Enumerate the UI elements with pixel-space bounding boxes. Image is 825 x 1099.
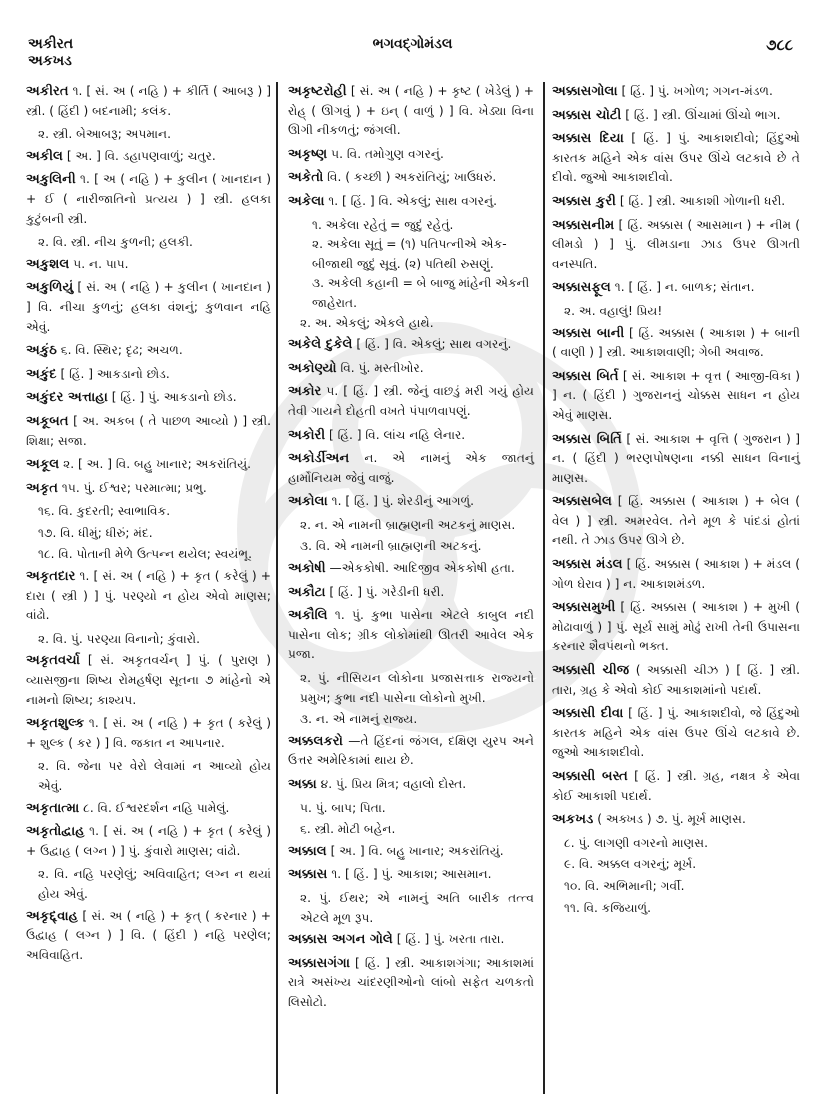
entry-headword: અકેતો xyxy=(288,170,324,186)
entry-definition: [ હિં. અક્કાસ ( આકાશ ) + મંડલ ( ગોળ ઘેરાવ ) ] ન. આકાશમંડળ. xyxy=(552,557,801,591)
entry-definition: ૧. [ સં. અ ( નહિ ) + કૃત ( કરેલું ) + દારા ( સ્ત્રી ) ] પું. પરણ્યો ન હોય એવો માણસ; વાંઢો. xyxy=(26,569,271,623)
entry-headword: અકૌલિ xyxy=(288,608,328,624)
entry-definition: ૧. પું. કુભા પાસેના એટલે કાબુલ નદી પાસેના લોક; ગ્રીક લોકોમાંથી ઊતરી આવેલ એક પ્રજા. xyxy=(288,608,534,662)
dictionary-entry xyxy=(552,492,800,551)
entry-headword: અક્કાસમુખી xyxy=(552,600,616,616)
entry-definition: [ હિં. ] આકડાનો છોડ. xyxy=(60,366,170,381)
entry-sense: ૬. સ્ત્રી. મોટી બહેન. xyxy=(300,822,396,837)
entry-headword: અકૂલ xyxy=(26,457,60,473)
dictionary-entry xyxy=(26,822,271,861)
entry-headword: અકીલ xyxy=(26,148,63,164)
entry-headword: અક્કાસ બાની xyxy=(552,325,625,341)
entry-definition: વિ. પું. મસ્તીખોર. xyxy=(340,360,424,375)
entry-sense: ૨. વિ. જેના પર વેરો લેવામાં ન આવ્યો હોય એવું. xyxy=(38,759,271,793)
dictionary-entry xyxy=(552,810,800,830)
entry-definition: [ સં. અ ( નહિ ) + કૃત્ ( કરનાર ) + ઉદ્વાહ ( લગ્ન ) ] વિ. ( હિંદી ) નહિ પરણેલ; અવિવાહિત. xyxy=(26,908,271,962)
dictionary-entry xyxy=(552,216,800,275)
entry-definition: ૫. વિ. તમોગુણ વગરનું. xyxy=(331,146,444,161)
dictionary-entry xyxy=(288,426,534,446)
dictionary-entry xyxy=(26,455,271,475)
entry-headword: અકુશલ xyxy=(26,256,70,272)
entry-definition: ૨. [ અ. ] વિ. બહુ ખાનાર; અકરાંતિયું. xyxy=(63,457,252,472)
dictionary-entry xyxy=(26,82,271,121)
entry-headword: અકુંઠ xyxy=(26,343,57,359)
dictionary-entry xyxy=(288,842,534,862)
dictionary-entry xyxy=(26,388,271,408)
column-divider xyxy=(276,82,278,1094)
dictionary-entry xyxy=(288,359,534,379)
entry-headword: અક્કાસ બિર્તિ xyxy=(552,431,622,447)
entry-definition: [ હિં. અક્કાસ ( આકાશ ) + બેલ ( વેલ ) ] સ્ત્રી. અમરવેલ. તેને મૂળ કે પાંદડાં હોતાં નથી. તે ઝાડ ઉપર ઊગે છે. xyxy=(552,494,801,548)
entry-sense: ૩. વિ. એ નામની બ્રાહ્મણની અટકનું. xyxy=(300,539,482,554)
entry-headword: અકોર્ડીઅન xyxy=(288,451,350,467)
entry-headword: અકૃતાત્મા xyxy=(26,800,80,816)
entry-headword: અકુંદર અત્તાહા xyxy=(26,390,108,406)
column-3 xyxy=(552,82,800,920)
entry-headword: અકૃતશુલ્ક xyxy=(26,716,85,732)
dictionary-entry xyxy=(288,606,534,665)
dictionary-entry xyxy=(26,255,271,275)
entry-definition: [ હિં. ] પું. આકાશદીવો; હિંદુઓ કારતક મહિને એક વાંસ ઉપર ઊંચે લટકાવે છે તે દીવો. જુઓ આકાશદીવો. xyxy=(552,131,801,185)
entry-definition: [ અ. ] વિ. બહુ ખાનાર; અકરાંતિયું. xyxy=(330,843,504,858)
entry-sense: ૧૧. વિ. કજિયાળું. xyxy=(564,900,652,915)
entry-headword: અક્કાસ મંડલ xyxy=(552,557,623,573)
dictionary-entry xyxy=(288,382,534,421)
entry-definition: ૫. ન. પાપ. xyxy=(73,256,129,271)
entry-definition: ૧૫. પું. ઈશ્વર; પરમાત્મા; પ્રભુ. xyxy=(61,480,207,495)
entry-definition: ૫. [ હિં. ] સ્ત્રી. જેનું વાછડું મરી ગયું હોય તેવી ગાયને દોહતી વખતે પંપાળવાપણું. xyxy=(288,384,535,418)
entry-definition: ૧. [ સં. અ ( નહિ ) + કૃત ( કરેલું ) + શુલ્ક ( કર ) ] વિ. જકાત ન આપનાર. xyxy=(26,716,272,750)
entry-definition: [ હિં. ] સ્ત્રી. ઊંચામાં ઊંચો ભાગ. xyxy=(625,107,781,122)
entry-headword: અકોરી xyxy=(288,427,326,443)
entry-definition: ૧. [ હિં. ] ન. બાળક; સંતાન. xyxy=(614,280,755,295)
dictionary-entry xyxy=(26,412,271,451)
entry-definition: ૮. વિ. ઈશ્વરદર્શન નહિ પામેલું. xyxy=(83,800,230,815)
dictionary-entry xyxy=(26,567,271,626)
entry-definition: [ હિં. અક્કાસ ( આકાશ ) + મુખી ( મોઢાવાળું ) ] પું. સૂર્ય સામું મોઢું રાખી તેની ઉપાસના કરનાર શૈવપંથનો ભક્ત. xyxy=(552,600,800,654)
entry-definition: [ સં. અકૃતવર્ચન્ ] પું. ( પુરાણ ) વ્યાસજીના શિષ્ય રોમહર્ષણ સૂતના ૭ માંહેનો એ નામનો શિષ્ય; કાશ્યપ. xyxy=(26,653,271,707)
dictionary-entry xyxy=(552,767,800,806)
entry-definition: [ હિં. ] વિ. લાંચ નહિ લેનાર. xyxy=(329,427,466,442)
dictionary-entry xyxy=(552,430,800,489)
entry-idiom: ૩. અકેલી કહાની = બે બાજુ માંહેની એકની જાહેરાત. xyxy=(312,276,530,310)
page-number: ૭૮૮ xyxy=(766,36,793,54)
dictionary-entry xyxy=(552,704,800,763)
dictionary-entry xyxy=(552,661,800,700)
dictionary-entry xyxy=(288,449,534,488)
dictionary-entry xyxy=(288,559,534,579)
dictionary-entry xyxy=(26,147,271,167)
dictionary-entry xyxy=(26,479,271,499)
entry-headword: અક્કાસી દીવા xyxy=(552,706,624,722)
dictionary-entry xyxy=(26,799,271,819)
dictionary-entry xyxy=(26,365,271,385)
entry-headword: અક્કાસફૂલ xyxy=(552,280,611,296)
entry-definition: ૧. [ અ ( નહિ ) + કુલીન ( ખાનદાન ) + ઈ ( નારીજાતિનો પ્રત્યય ) ] સ્ત્રી. હલકા કુટુંબની સ્ત્રી. xyxy=(26,172,271,226)
entry-sense: ૧૭. વિ. ધીમું; ધીરું; મંદ. xyxy=(38,525,153,540)
entry-definition: [ હિં. ] સ્ત્રી. ગ્રહ, નક્ષત્ર કે એવા કોઈ આકાશી પદાર્થ. xyxy=(552,769,801,803)
entry-sense: ૨. પું. ઈથર; એ નામનું અતિ બારીક તત્ત્વ એટલે મૂળ રૂપ. xyxy=(300,890,534,925)
entry-headword: અક્કલકરો xyxy=(288,733,343,749)
dictionary-entry xyxy=(288,192,534,212)
entry-sense: ૯. વિ. અક્કલ વગરનું; મૂર્ખ. xyxy=(564,857,697,872)
entry-sense: ૨. અ. એકલું; એકલે હાથે. xyxy=(300,315,434,330)
entry-headword: અક્કાસી ચીજ xyxy=(552,663,630,679)
entry-headword: અકુલિની xyxy=(26,172,76,188)
entry-definition: [ હિં. અક્કાસ ( આસમાન ) + નીમ ( લીમડો ) ] પું. લીમડાના ઝાડ ઉપર ઊગતી વનસ્પતિ. xyxy=(552,217,801,271)
dictionary-entry xyxy=(288,954,534,1013)
entry-headword: અક્કાસગોલા xyxy=(552,84,618,99)
entry-definition: [ અ. અકબ ( તે પાછળ આવ્યો ) ] સ્ત્રી. શિક્ષા; સજા. xyxy=(26,413,271,448)
entry-headword: અકોર xyxy=(288,384,322,400)
entry-headword: અક્કાસી બસ્ત xyxy=(552,769,628,784)
entry-definition: ૧. [ હિં. ] પું. શેરડીનું આગળું. xyxy=(331,494,475,509)
entry-headword: અકોણ્યો xyxy=(288,360,337,376)
entry-headword: અકૃદ્દ્વાહ xyxy=(26,908,79,924)
entry-definition: [ સં. આકાશ + વૃત્તિ ( ગુજરાન ) ] ન. ( હિંદી ) ભરણપોષણના નક્કી સાધન વિનાનું માણસ. xyxy=(552,431,800,485)
entry-definition: ૧. [ હિં. ] વિ. એકલું; સાથ વગરનું. xyxy=(328,193,498,208)
guide-word-first: અકીરત xyxy=(28,36,74,52)
dictionary-entry xyxy=(288,583,534,603)
entry-headword: અકૃતોદ્વાહ xyxy=(26,824,85,840)
column-2 xyxy=(288,82,534,1017)
dictionary-entry xyxy=(552,367,800,426)
dictionary-entry xyxy=(552,192,800,212)
entry-headword: અકખડ xyxy=(552,812,594,828)
dictionary-entry xyxy=(288,82,534,141)
entry-definition: —એકકોષી. આદિજીવ એકકોષી હતા. xyxy=(329,561,515,576)
entry-definition: ( અક્ખડ ) ૭. પું. મૂર્ખ માણસ. xyxy=(597,812,746,827)
dictionary-entry xyxy=(26,341,271,361)
entry-headword: અકોષી xyxy=(288,561,326,577)
dictionary-entry xyxy=(288,168,534,188)
guide-word-last: અકખડ xyxy=(28,53,72,69)
dictionary-entry xyxy=(288,775,534,795)
entry-sense: ૨. સ્ત્રી. બેઆબરૂ; અપમાન. xyxy=(38,127,171,142)
entry-definition: ૧. [ સં. અ ( નહિ ) + કીર્તિ ( આબરૂ ) ] સ્ત્રી. ( હિંદી ) બદનામી; કલંક. xyxy=(26,84,271,118)
entry-headword: અકૃષ્ણ xyxy=(288,146,328,162)
column-divider xyxy=(543,82,545,1094)
entry-idiom: ૧. અકેલા રહેતું = જુદું રહેતું. xyxy=(312,217,454,232)
entry-definition: ૪. પું. પ્રિય મિત્ર; વહાલો દોસ્ત. xyxy=(320,777,467,791)
entry-definition: [ હિં. ] સ્ત્રી. આકાશગંગા; આકાશમાં રાત્રે અસંખ્ય ચાંદરણીઓનો લાંબો સફેત ચળકતો લિસોટો. xyxy=(288,955,534,1009)
dictionary-entry xyxy=(552,278,800,298)
entry-sense: ૧૦. વિ. અભિમાની; ગર્વી. xyxy=(564,878,685,893)
entry-headword: અક્કાસ દિયા xyxy=(552,131,624,147)
dictionary-entry xyxy=(288,335,534,355)
column-1 xyxy=(26,82,271,969)
entry-headword: અકીરત xyxy=(26,84,69,99)
entry-definition: ૬. વિ. સ્થિર; દૃઢ; અચળ. xyxy=(60,343,183,358)
entry-definition: [ સં. આકાશ + વૃત્ત ( આજી-વિકા ) ] ન. ( હિંદી ) ગુજરાનનું ચોક્કસ સાધન ન હોય એવું માણસ. xyxy=(552,368,800,422)
entry-headword: અક્કાસનીમ xyxy=(552,217,615,233)
entry-sense: ૩. ન. એ નામનું રાજ્ય. xyxy=(300,712,418,727)
dictionary-entry xyxy=(288,865,534,885)
dictionary-entry xyxy=(26,170,271,229)
entry-definition: [ હિં. ] વિ. એકલું; સાથ વગરનું. xyxy=(356,337,512,352)
entry-sense: ૫. પું. બાપ; પિતા. xyxy=(300,800,386,815)
dictionary-entry xyxy=(552,106,800,126)
entry-definition: [ હિં. ] પું. ખગોળ; ગગન-મંડળ. xyxy=(621,84,773,98)
entry-headword: અકુળિયું xyxy=(26,280,74,296)
dictionary-entry xyxy=(552,598,800,657)
entry-headword: અકોલા xyxy=(288,494,328,510)
dictionary-entry xyxy=(552,555,800,594)
entry-headword: અક્કાસ અગન ગોલે xyxy=(288,932,393,948)
entry-sense: ૨. વિ. સ્ત્રી. નીચ કુળની; હલકી. xyxy=(38,235,193,250)
dictionary-entry xyxy=(288,732,534,771)
dictionary-entry xyxy=(552,82,800,102)
entry-sense: ૨. પું. નીસિયન લોકોના પ્રજાસત્તાક રાજ્યનો પ્રમુખ; કુભા નદી પાસેના લોકોનો મુખી. xyxy=(300,671,534,705)
entry-definition: ૧. [ સં. અ ( નહિ ) + કૃત ( કરેલું ) + ઉદ્વાહ ( લગ્ન ) ] પું. કુંવારો માણસ; વાંઢો. xyxy=(26,824,272,858)
dictionary-entry xyxy=(288,930,534,950)
entry-headword: અક્કાસ xyxy=(288,867,328,883)
dictionary-entry xyxy=(288,492,534,512)
entry-definition: —તે હિંદનાં જંગલ, દક્ષિણ યુરપ અને ઉત્તર અમેરિકામાં થાય છે. xyxy=(288,733,535,768)
entry-headword: અકૃષ્ટરોહી xyxy=(288,84,347,99)
entry-definition: [ હિં. ] પું. આકાશદીવો, જે હિંદુઓ કારતક મહિને એક વાંસ ઉપર ઊંચે લટકાવે છે. જુઓ આકાશદીવો. xyxy=(552,706,800,760)
dictionary-entry xyxy=(26,651,271,710)
entry-headword: અકૃતવર્ચા xyxy=(26,653,80,669)
entry-headword: અક્કાસ બિર્ત xyxy=(552,368,619,384)
entry-headword: અકૂબત xyxy=(26,413,69,429)
entry-sense: ૨. ન. એ નામની બ્રાહ્મણની અટકનું માણસ. xyxy=(300,517,516,532)
entry-headword: અકુંદ xyxy=(26,366,57,382)
dictionary-entry xyxy=(26,907,271,966)
entry-sense: ૮. પું. લાગણી વગરનો માણસ. xyxy=(564,835,708,850)
entry-definition: [ અ. ] વિ. ડહાપણવાળું; ચતુર. xyxy=(66,148,216,163)
entry-definition: [ હિં. ] પું. ખરતા તારા. xyxy=(396,932,505,947)
entry-definition: ( અક્કાસી ચીઝ ) [ હિં. ] સ્ત્રી. તારા, ગ્રહ કે એવો કોઈ આકાશમાંનો પદાર્થ. xyxy=(552,663,800,697)
entry-sense: ૧૮. વિ. પોતાની મેળે ઉત્પન્ન થયેલ; સ્વયંભૂ. xyxy=(38,547,252,562)
entry-idiom: ૨. અકેલા સૂતું = (૧) પતિપત્નીએ એક-બીજાથી જુદું સૂવું. (૨) પતિથી રુસણું. xyxy=(312,237,507,271)
entry-headword: અક્કાસ કુરી xyxy=(552,193,616,209)
entry-sense: ૨. વિ. નહિ પરણેલું; અવિવાહિત; લગ્ન ન થયાં હોય એવું. xyxy=(38,867,271,901)
entry-headword: અકેલા xyxy=(288,193,325,209)
entry-sense: ૨. અ. વહાલું! પ્રિય! xyxy=(564,303,663,318)
entry-headword: અક્કાલ xyxy=(288,843,327,859)
dictionary-entry xyxy=(26,278,271,337)
dictionary-entry xyxy=(26,714,271,753)
entry-definition: ન. એ નામનું એક જાતનું હાર્મોનિયમ જેવું વાજું. xyxy=(288,451,534,485)
entry-definition: ૧. [ હિં. ] પું. આકાશ; આસમાન. xyxy=(331,867,492,882)
entry-headword: અકૌટા xyxy=(288,584,326,600)
entry-headword: અક્કા xyxy=(288,777,317,792)
entry-headword: અક્કાસ ચોટી xyxy=(552,107,622,123)
entry-definition: [ હિં. ] પું. ગરેડીની ધરી. xyxy=(329,584,445,599)
entry-sense: ૧૬. વિ. કુદરતી; સ્વાભાવિક. xyxy=(38,504,171,519)
entry-definition: [ સં. અ ( નહિ ) + કુલીન ( ખાનદાન ) ] વિ. નીચા કુળનું; હલકા વંશનું; કુળવાન નહિ એવું. xyxy=(26,280,271,334)
entry-headword: અક્કાસબેલ xyxy=(552,494,613,510)
dictionary-entry xyxy=(552,324,800,363)
entry-headword: અકેલે દુકેલે xyxy=(288,337,353,353)
entry-definition: [ હિં. અક્કાસ ( આકાશ ) + બાની ( વાણી ) ] સ્ત્રી. આકાશવાણી; ગેબી અવાજ. xyxy=(552,325,801,360)
entry-headword: અકૃત xyxy=(26,480,58,496)
entry-definition: [ હિં. ] સ્ત્રી. આકાશી ગોળાની ધરી. xyxy=(619,193,786,208)
dictionary-entry xyxy=(552,129,800,188)
book-title: ભગવદ્ગોમંડલ xyxy=(372,36,453,52)
entry-sense: ૨. વિ. પું. પરણ્યા વિનાનો; કુંવારો. xyxy=(38,631,200,646)
entry-definition: [ હિં. ] પું. આકડાનો છોડ. xyxy=(111,390,237,405)
dictionary-entry xyxy=(288,145,534,165)
entry-definition: વિ. ( કચ્છી ) અકરાંતિયું; ખાઉધરું. xyxy=(327,170,497,185)
entry-headword: અકૃતદાર xyxy=(26,569,76,585)
entry-definition: [ સં. અ ( નહિ ) + કૃષ્ટ ( ખેડેલું ) + રોહ્ ( ઊગવું ) + ઇન્ ( વાળું ) ] વિ. ખેડ્યા વિના ઊગી નીકળતું; જંગલી. xyxy=(288,84,535,138)
entry-headword: અક્કાસગંગા xyxy=(288,955,350,971)
